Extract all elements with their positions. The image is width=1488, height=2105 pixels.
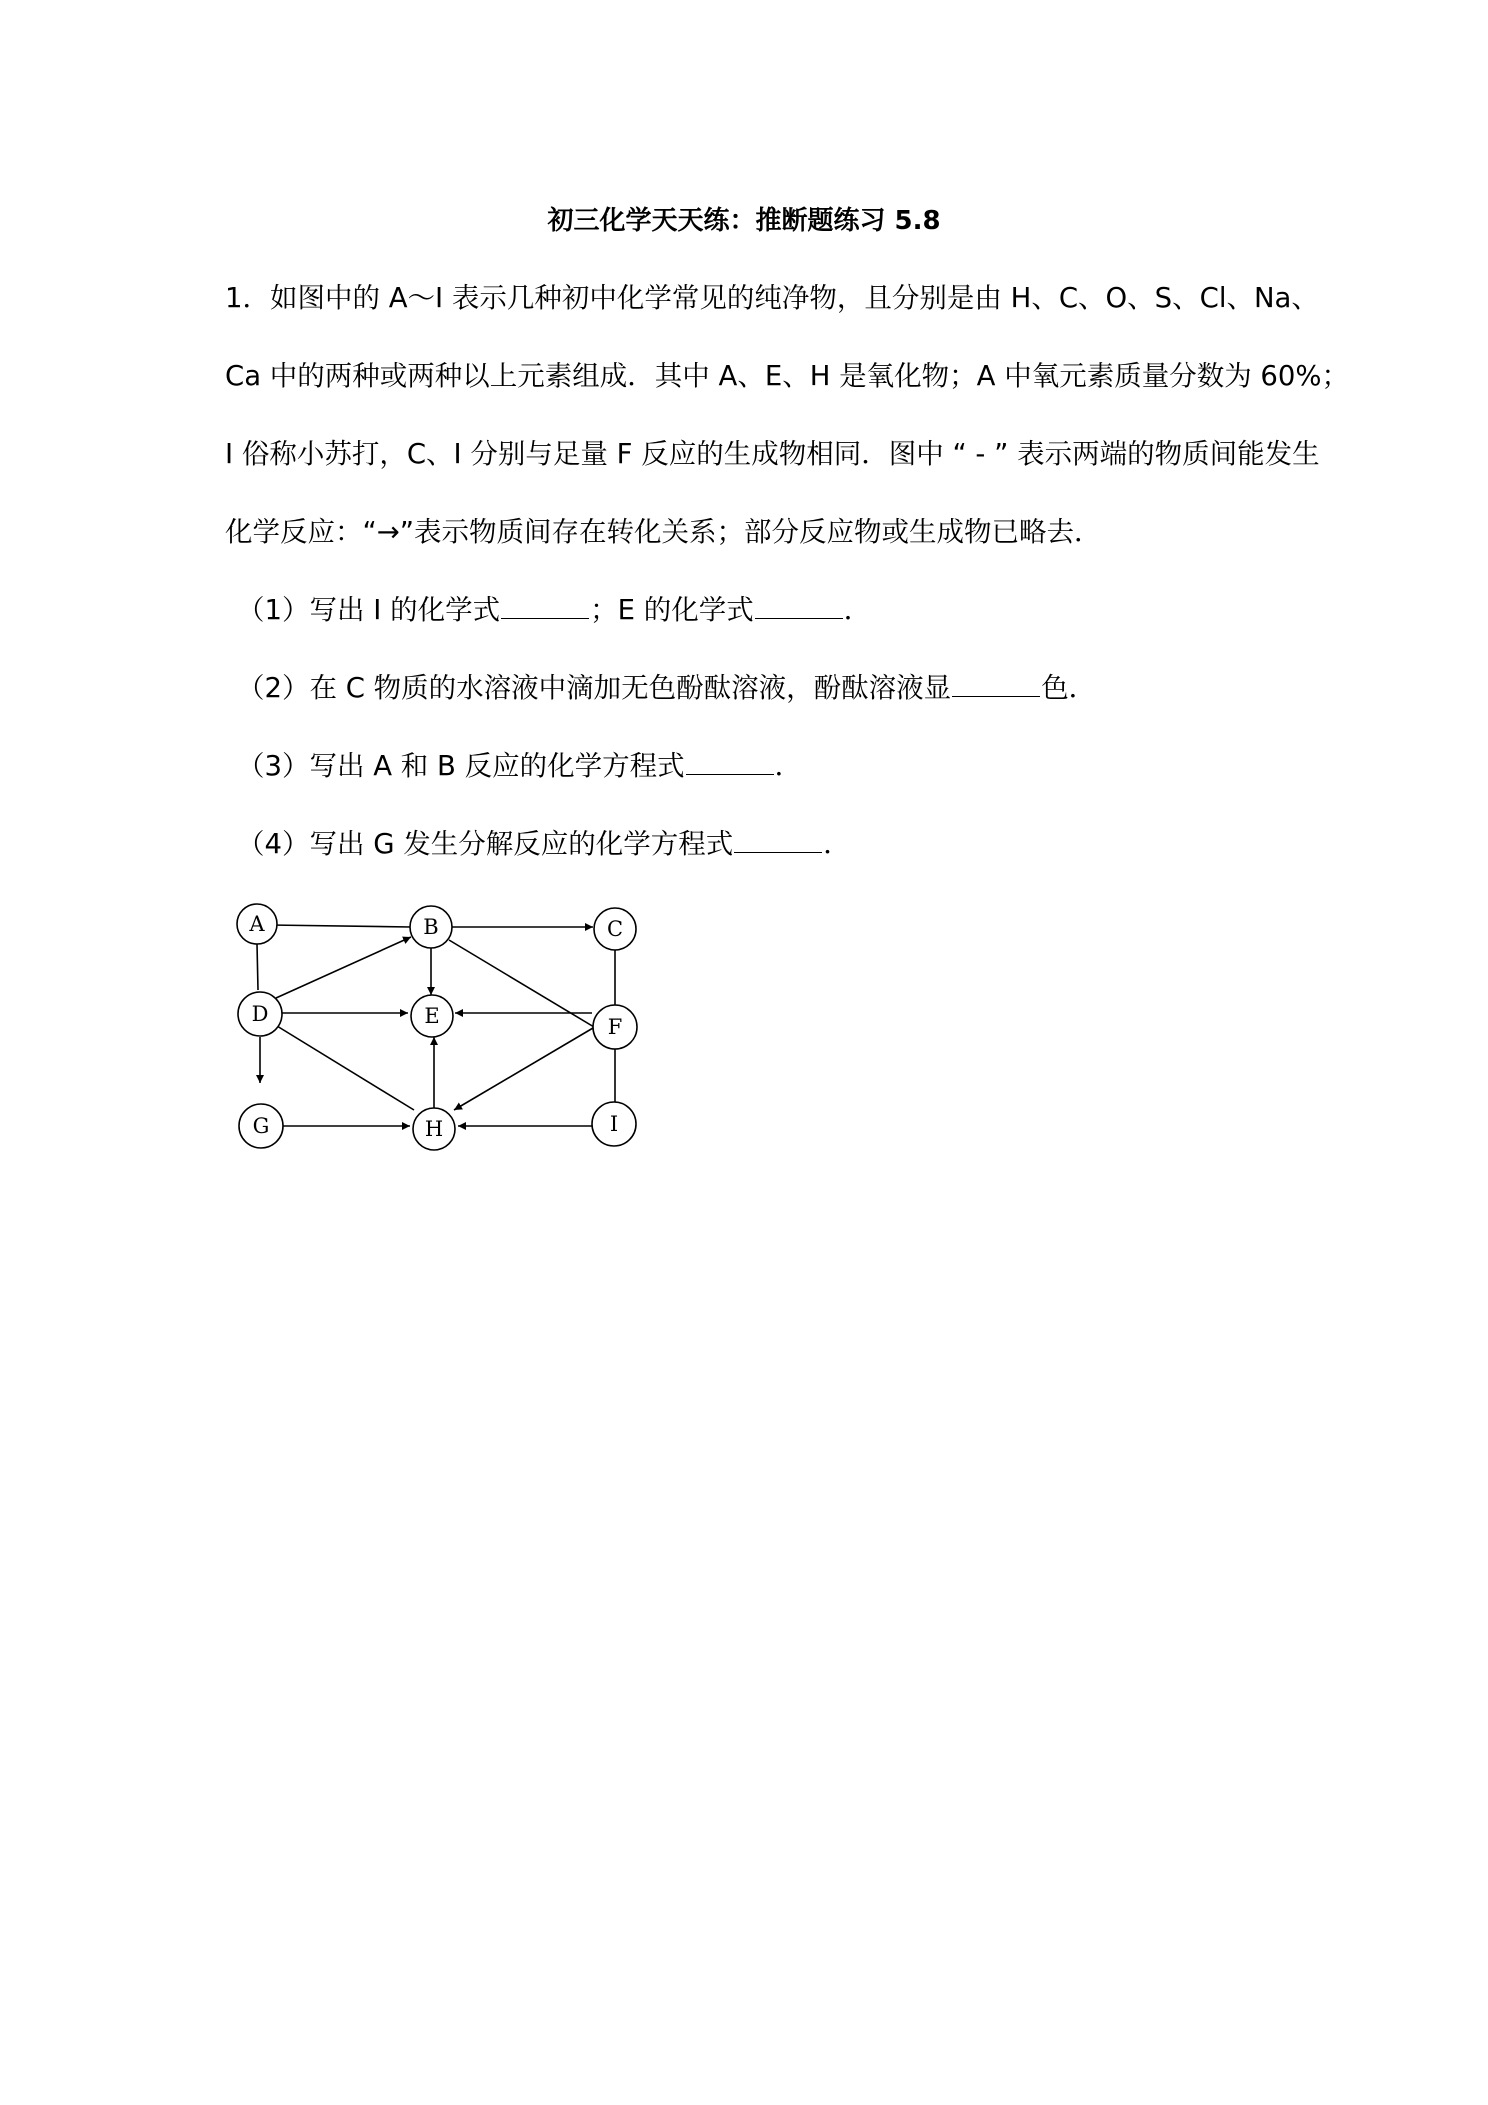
sub-question-2-text-b: 色． <box>1041 672 1097 704</box>
node-g-label: G <box>252 1114 270 1138</box>
sub-question-4 <box>237 826 851 862</box>
node-c-label: C <box>606 917 624 941</box>
question-intro-line-4: 化学反应：“→”表示物质间存在转化关系；部分反应物或生成物已略去． <box>225 516 1102 548</box>
node-i-label: I <box>609 1112 619 1136</box>
sub-question-3-text-b: ． <box>774 750 803 782</box>
relationship-diagram <box>220 890 650 1210</box>
answer-blank-3[interactable] <box>686 748 774 775</box>
sub-question-4-text-a: （4）写出 G 发生分解反应的化学方程式 <box>237 828 734 860</box>
sub-question-4-text-b: ． <box>823 828 851 860</box>
answer-blank-2[interactable] <box>952 670 1040 697</box>
edge-a-b <box>269 925 411 927</box>
sub-question-2 <box>237 670 1096 706</box>
edge-d-to-b <box>276 937 411 998</box>
node-d-label: D <box>251 1002 269 1026</box>
answer-blank-1b[interactable] <box>755 592 843 619</box>
sub-question-3 <box>237 748 802 784</box>
edge-b-f <box>449 940 594 1027</box>
node-e-label: E <box>424 1004 440 1028</box>
node-h-label: H <box>424 1117 444 1141</box>
sub-question-1-text-b: ；E 的化学式 <box>590 594 754 626</box>
edge-d-h <box>277 1026 414 1110</box>
node-a-label: A <box>249 912 265 936</box>
answer-blank-4[interactable] <box>734 826 822 853</box>
node-b-label: B <box>423 915 439 939</box>
node-f-label: F <box>607 1015 623 1039</box>
question-intro-line-2: Ca 中的两种或两种以上元素组成．其中 A、E、H 是氧化物；A 中氧元素质量分数为 60%； <box>225 360 1350 392</box>
edge-a-d <box>257 944 258 990</box>
sub-question-2-text-a: （2）在 C 物质的水溶液中滴加无色酚酞溶液，酚酞溶液显 <box>237 672 952 704</box>
sub-question-1-text-c: ． <box>843 594 872 626</box>
answer-blank-1a[interactable] <box>501 592 589 619</box>
relationship-diagram-svg <box>220 890 650 1210</box>
question-intro-line-1: 1．如图中的 A～I 表示几种初中化学常见的纯净物，且分别是由 H、C、O、S、Cl、Na、 <box>225 282 1319 314</box>
sub-question-1 <box>237 592 871 628</box>
sub-question-3-text-a: （3）写出 A 和 B 反应的化学方程式 <box>237 750 685 782</box>
edge-f-to-h <box>454 1028 593 1110</box>
question-intro-line-3: I 俗称小苏打，C、I 分别与足量 F 反应的生成物相同．图中 “ - ” 表示两端的物质间能发生 <box>225 438 1320 470</box>
page-title: 初三化学天天练：推断题练习 5.8 <box>547 206 941 236</box>
sub-question-1-text-a: （1）写出 I 的化学式 <box>237 594 501 626</box>
